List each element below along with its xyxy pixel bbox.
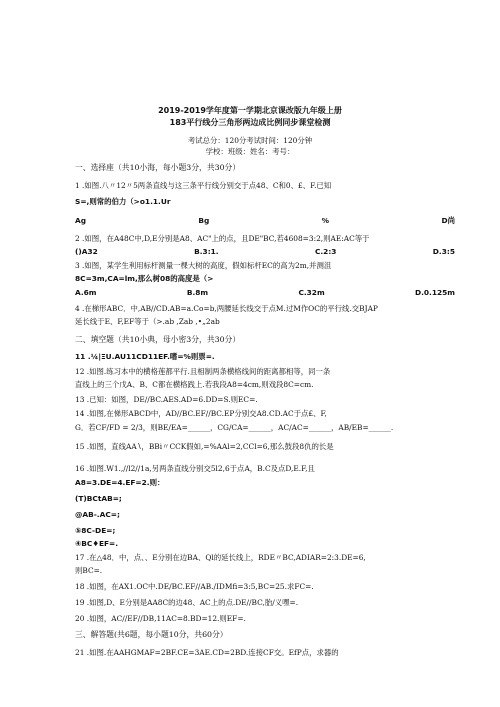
q16-part-2: @AB-.AC=; <box>75 510 120 519</box>
q12-stem: 12 .如图.练习本中的横格莲都平行.且相制两条横格线间的距离都相等，同一条 <box>75 367 331 376</box>
q1-stem-cont: S=,则常的伯力（>o1.1.Ur <box>75 197 171 206</box>
q12-stem-cont: 直线上的三个戊A、B、C都在横格践上.若我段A8=4cm,则戏段8C=cm. <box>75 380 314 389</box>
q16-part-1: (T)BCtAB=; <box>75 494 122 503</box>
q3-option-a: A.6m <box>75 288 97 297</box>
q1-stem: 1 .如图.八〃12〃5两条直线与这三条平行线分别交于点48、C和0、£、F.已知 <box>75 181 332 190</box>
q18: 18 .如图，在AX1.OC中.DE/BC.EF//AB./IDMfi=3:5,BC=25.求FC=. <box>75 582 314 591</box>
q1-option-b: Bg <box>198 216 210 225</box>
section2-heading: 二、填空题（共10小典，母小密3分，共30分） <box>75 335 241 344</box>
q1-option-c: % <box>321 216 330 225</box>
q3-options <box>75 288 455 298</box>
q16-part-4: ④BC♦EF=. <box>75 539 119 548</box>
q3-option-d: D.0.125m <box>414 288 455 297</box>
exam-info: 考试总分：120分考试时间：120分钟 <box>187 136 313 145</box>
q2-option-d: D.3:5 <box>432 247 455 256</box>
q16-part-3: ⑤8C-DE=; <box>75 526 116 535</box>
q1-option-d: D尚 <box>441 216 455 225</box>
q3-option-c: C.32m <box>298 288 325 297</box>
q1-options <box>75 216 455 226</box>
q3-option-b: B.8m <box>186 288 209 297</box>
q2-stem: 2 .如图，在A48C中,D,E分别是A8、AC"上的点，且DE"BC,若4608=3:2,则AE:AC等于 <box>75 234 370 243</box>
doc-subtitle: 183平行线分三角形两边成比例同步课堂检测 <box>169 118 331 127</box>
q2-option-c: C.2:3 <box>314 247 337 256</box>
section3-heading: 三、解答题(共6题，每小题10分，共60分） <box>75 630 228 639</box>
q1-option-a: Ag <box>75 216 87 225</box>
doc-title: 2019-2019学年度第一学期北京课改版九年级上册 <box>158 106 342 115</box>
q16-stem-cont: A8=3.DE=4.EF=2.则： <box>75 478 165 487</box>
q3-stem-cont: 8C=3m,CA=lm,那么树08的高度是（> <box>75 274 214 283</box>
q15: 15 .如图，直线AA∖，BBi〃CCK假如,=%AAl=2,CCl=6,那么鼓段8仇的长是 <box>75 442 334 451</box>
q3-stem: 3 .如图，某学生利用标杆测量一棵大树的高度，假如标杆EC的高为2m,并测沮 <box>75 261 332 270</box>
q4-stem-cont: 延长线于E、F,EF等于（>.ab ,Zab ,•„2ab <box>75 317 220 326</box>
q20: 20 .如图，AC//EF//DB,11AC=8.BD=12.则EF=. <box>75 614 246 623</box>
student-info: 学校：班级：姓名：考号： <box>205 147 295 156</box>
q14-fractions: G．若CF/FD = 2/3，则BE/EA=______，CG/CA=______，AC/AC=______，AB/EB=______. <box>75 423 394 432</box>
q17-stem: 17 .在△48．中，点、、E分别在边BA、Ql的延长线上，RDE〃BC,ADIAR=2:3.DE=6, <box>75 553 366 562</box>
q13: 13 .已知：如图，DE//BC.AES.AD=6.DD=S.则EC=. <box>75 395 258 404</box>
q2-options <box>75 247 455 257</box>
q14: 14 .如图,在悌形ABCD中，AD//BC.EF//BC.EP分别交A8.CD.AC于点£、F, <box>75 409 327 418</box>
q2-option-a: ()A32 <box>75 247 98 256</box>
q4-stem: 4 .在梯形ABC．中,AB//CD.AB=a.Co=b,两腰延长线交于点M.过M作OC的平行线.交BJAP <box>75 304 378 313</box>
q11: 11 .¼|ΞU.AU11CD11EF.嗜=%则票=. <box>75 352 215 361</box>
q17-stem-cont: 则BC=. <box>75 566 103 575</box>
q16-stem: 16 .如图.W1.,//l2//1a,另两条直线分别交5l2,6于点A，B.C及点D,E.F,且 <box>75 464 315 473</box>
q21: 21 .如图.在AAHGMAF=2BF.CE=3AE.CD=2BD.连接CF交。EfP点，求器的 <box>75 648 339 657</box>
q19: 19 .如图,D、E分别是AA8C的边48、AC上的点.DE//BC,胎/义嘿=. <box>75 598 299 607</box>
section1-heading: 一、选择座（共10小海，每小题3分，共30分） <box>75 163 241 172</box>
q2-option-b: B.3:1. <box>194 247 219 256</box>
